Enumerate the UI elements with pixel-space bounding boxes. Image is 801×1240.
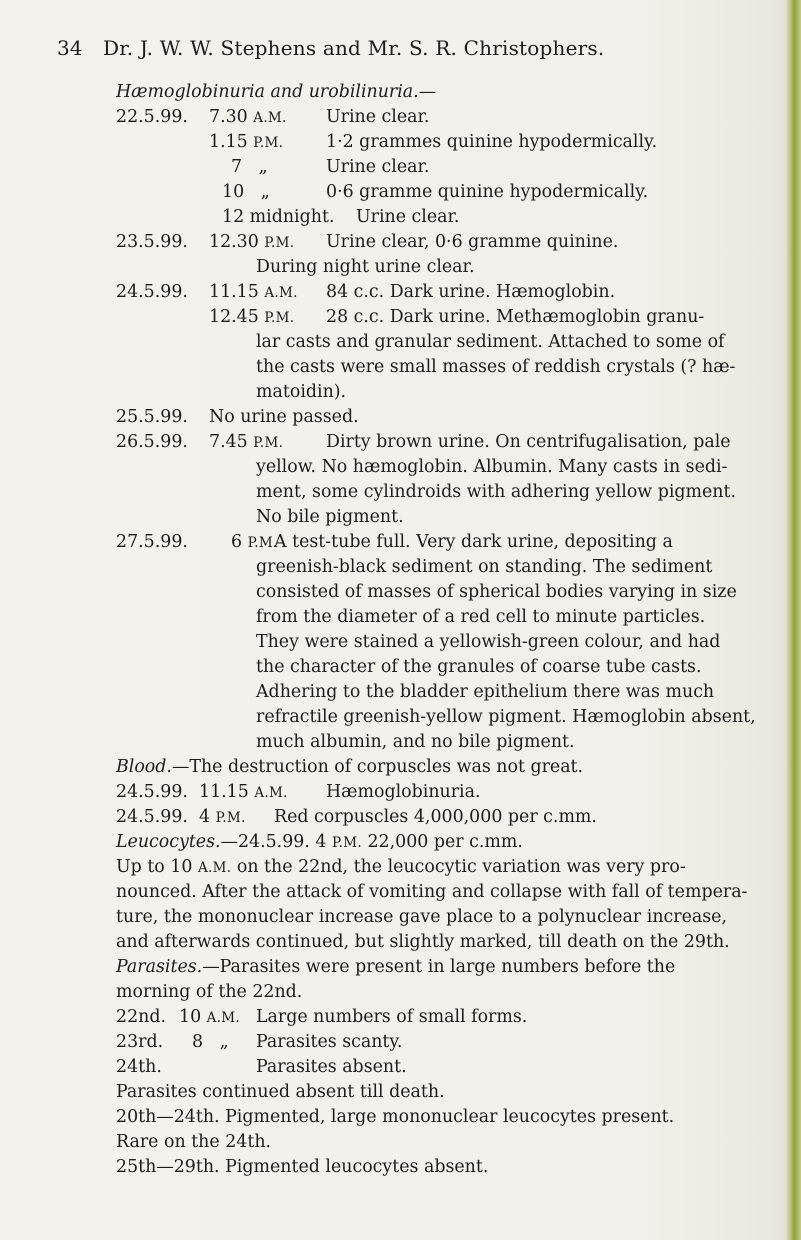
parasites-line-6: Rare on the 24th.: [116, 1132, 272, 1152]
blood-label: Blood.: [116, 757, 172, 777]
urine-log-text: 28 c.c. Dark urine. Methæmoglobin granu-: [326, 307, 705, 327]
leucocytes-label: Leucocytes.: [116, 832, 221, 852]
blood-para-line-3: ture, the mononuclear increase gave place to a polynuclear increase,: [116, 907, 727, 927]
urine-log-text: A test-tube full. Very dark urine, depositing a: [274, 532, 673, 552]
urine-log-row: [116, 180, 792, 205]
urine-log-date: 27.5.99.: [116, 532, 188, 552]
urine-log-text: Urine clear.: [326, 107, 430, 127]
blood-para-line-1: Up to 10 A.M. on the 22nd, the leucocytic variation was very pro-: [116, 857, 686, 877]
blood-l1-date: 24.5.99.: [116, 782, 188, 802]
page-header: [0, 36, 801, 64]
blood-line-2: [116, 805, 792, 830]
urine-log-row: [116, 530, 792, 555]
urine-log-time: 1.15 P.M.: [209, 132, 284, 152]
urine-log-row: [116, 555, 792, 580]
urine-log-row: [116, 455, 792, 480]
leucocytes-value: 22,000 per c.mm.: [367, 832, 523, 852]
urine-log: [116, 105, 792, 755]
urine-log-row: [116, 355, 792, 380]
urine-log-date: 26.5.99.: [116, 432, 188, 452]
section-title-line: [116, 80, 792, 105]
urine-log-continuation: greenish-black sediment on standing. The sediment: [256, 557, 713, 577]
urine-log-row: [116, 255, 792, 280]
urine-log-text: 84 c.c. Dark urine. Hæmoglobin.: [326, 282, 616, 302]
urine-log-continuation: They were stained a yellowish-green colour, and had: [256, 632, 721, 652]
parasites-line-1: 22nd. 10 A.M. Large numbers of small forms.: [116, 1007, 528, 1027]
urine-log-time: 7.45 P.M.: [209, 432, 284, 452]
page-number: 34: [57, 36, 83, 60]
blood-para-line-2: nounced. After the attack of vomiting and collapse with fall of tempera-: [116, 882, 748, 902]
parasites-line-2: 23rd. 8 „ Parasites scanty.: [116, 1032, 403, 1052]
urine-log-continuation: the casts were small masses of reddish crystals (? hæ-: [256, 357, 736, 377]
page-body: [116, 80, 792, 1180]
urine-log-continuation: yellow. No hæmoglobin. Albumin. Many casts in sedi-: [256, 457, 728, 477]
urine-log-date: 23.5.99.: [116, 232, 188, 252]
urine-log-row: [116, 130, 792, 155]
urine-log-time: 6 P.M.: [231, 532, 278, 552]
urine-log-time: 12.30 P.M.: [209, 232, 295, 252]
parasites-line-3: 24th. Parasites absent.: [116, 1057, 407, 1077]
urine-log-continuation: consisted of masses of spherical bodies varying in size: [256, 582, 737, 602]
blood-l2-date: 24.5.99.: [116, 807, 188, 827]
urine-log-continuation: lar casts and granular sediment. Attached to some of: [256, 332, 725, 352]
urine-log-row: [116, 305, 792, 330]
urine-log-text: Dirty brown urine. On centrifugalisation, pale: [326, 432, 731, 452]
urine-log-time: 12.45 P.M.: [209, 307, 295, 327]
parasites-intro-line: [116, 955, 792, 980]
leucocytes-line: Leucocytes.—24.5.99. 4 P.M. 22,000 per c.mm.: [116, 832, 523, 852]
urine-log-row: [116, 155, 792, 180]
parasites-line-4: Parasites continued absent till death.: [116, 1082, 445, 1102]
urine-log-text: Urine clear.: [356, 207, 460, 227]
blood-para-line-4: and afterwards continued, but slightly marked, till death on the 29th.: [116, 932, 730, 952]
urine-log-row: [116, 730, 792, 755]
urine-log-row: [116, 480, 792, 505]
urine-log-time: 12 midnight.: [222, 207, 335, 227]
urine-log-text: Urine clear.: [326, 157, 430, 177]
urine-log-row: [116, 105, 792, 130]
urine-log-row: [116, 705, 792, 730]
urine-log-date: 25.5.99.: [116, 407, 188, 427]
urine-log-date: 22.5.99.: [116, 107, 188, 127]
urine-log-time: 7 „: [231, 157, 268, 177]
parasites-line-7: 25th—29th. Pigmented leucocytes absent.: [116, 1157, 489, 1177]
urine-log-row: [116, 405, 792, 430]
urine-log-row: [116, 580, 792, 605]
urine-log-time: 11.15 A.M.: [209, 282, 298, 302]
blood-l1-text: Hæmoglobinuria.: [326, 782, 481, 802]
urine-log-continuation: matoidin).: [256, 382, 347, 402]
urine-log-row: [116, 680, 792, 705]
blood-intro-line: [116, 755, 792, 780]
running-head: Dr. J. W. W. Stephens and Mr. S. R. Christophers.: [103, 36, 605, 60]
urine-log-continuation: No bile pigment.: [256, 507, 404, 527]
urine-log-continuation: from the diameter of a red cell to minute particles.: [256, 607, 706, 627]
urine-log-text: Urine clear, 0·6 gramme quinine.: [326, 232, 619, 252]
urine-log-text: 1·2 grammes quinine hypodermically.: [326, 132, 658, 152]
urine-log-row: [116, 605, 792, 630]
blood-line-1: [116, 780, 792, 805]
parasites-intro-line-2: morning of the 22nd.: [116, 982, 303, 1002]
urine-log-continuation: refractile greenish-yellow pigment. Hæmoglobin absent,: [256, 707, 756, 727]
blood-l2-text: Red corpuscles 4,000,000 per c.mm.: [274, 807, 597, 827]
blood-l1-time: 11.15 A.M.: [199, 782, 288, 802]
urine-log-row: [116, 230, 792, 255]
urine-log-date: 24.5.99.: [116, 282, 188, 302]
urine-log-row: [116, 330, 792, 355]
parasites-label: Parasites.: [116, 957, 203, 977]
urine-log-row: [116, 430, 792, 455]
urine-log-row: [116, 280, 792, 305]
urine-log-row: [116, 380, 792, 405]
urine-log-continuation: During night urine clear.: [256, 257, 475, 277]
urine-log-text: 0·6 gramme quinine hypodermically.: [326, 182, 649, 202]
blood-intro: —The destruction of corpuscles was not great.: [171, 757, 584, 777]
urine-log-text: No urine passed.: [209, 407, 359, 427]
leucocytes-date: —24.5.99. 4: [220, 832, 327, 852]
parasites-line-5: 20th—24th. Pigmented, large mononuclear leucocytes present.: [116, 1107, 675, 1127]
urine-log-time: 10 „: [222, 182, 270, 202]
urine-log-row: [116, 630, 792, 655]
urine-log-continuation: ment, some cylindroids with adhering yellow pigment.: [256, 482, 737, 502]
blood-l2-time: 4 P.M.: [199, 807, 246, 827]
urine-log-time: 7.30 A.M.: [209, 107, 287, 127]
urine-log-continuation: Adhering to the bladder epithelium there was much: [256, 682, 715, 702]
urine-log-continuation: the character of the granules of coarse tube casts.: [256, 657, 702, 677]
urine-log-row: [116, 655, 792, 680]
urine-log-continuation: much albumin, and no bile pigment.: [256, 732, 575, 752]
section-title: Hæmoglobinuria and urobilinuria.—: [116, 82, 437, 102]
parasites-intro: —Parasites were present in large numbers before the: [202, 957, 676, 977]
urine-log-row: [116, 205, 792, 230]
urine-log-row: [116, 505, 792, 530]
